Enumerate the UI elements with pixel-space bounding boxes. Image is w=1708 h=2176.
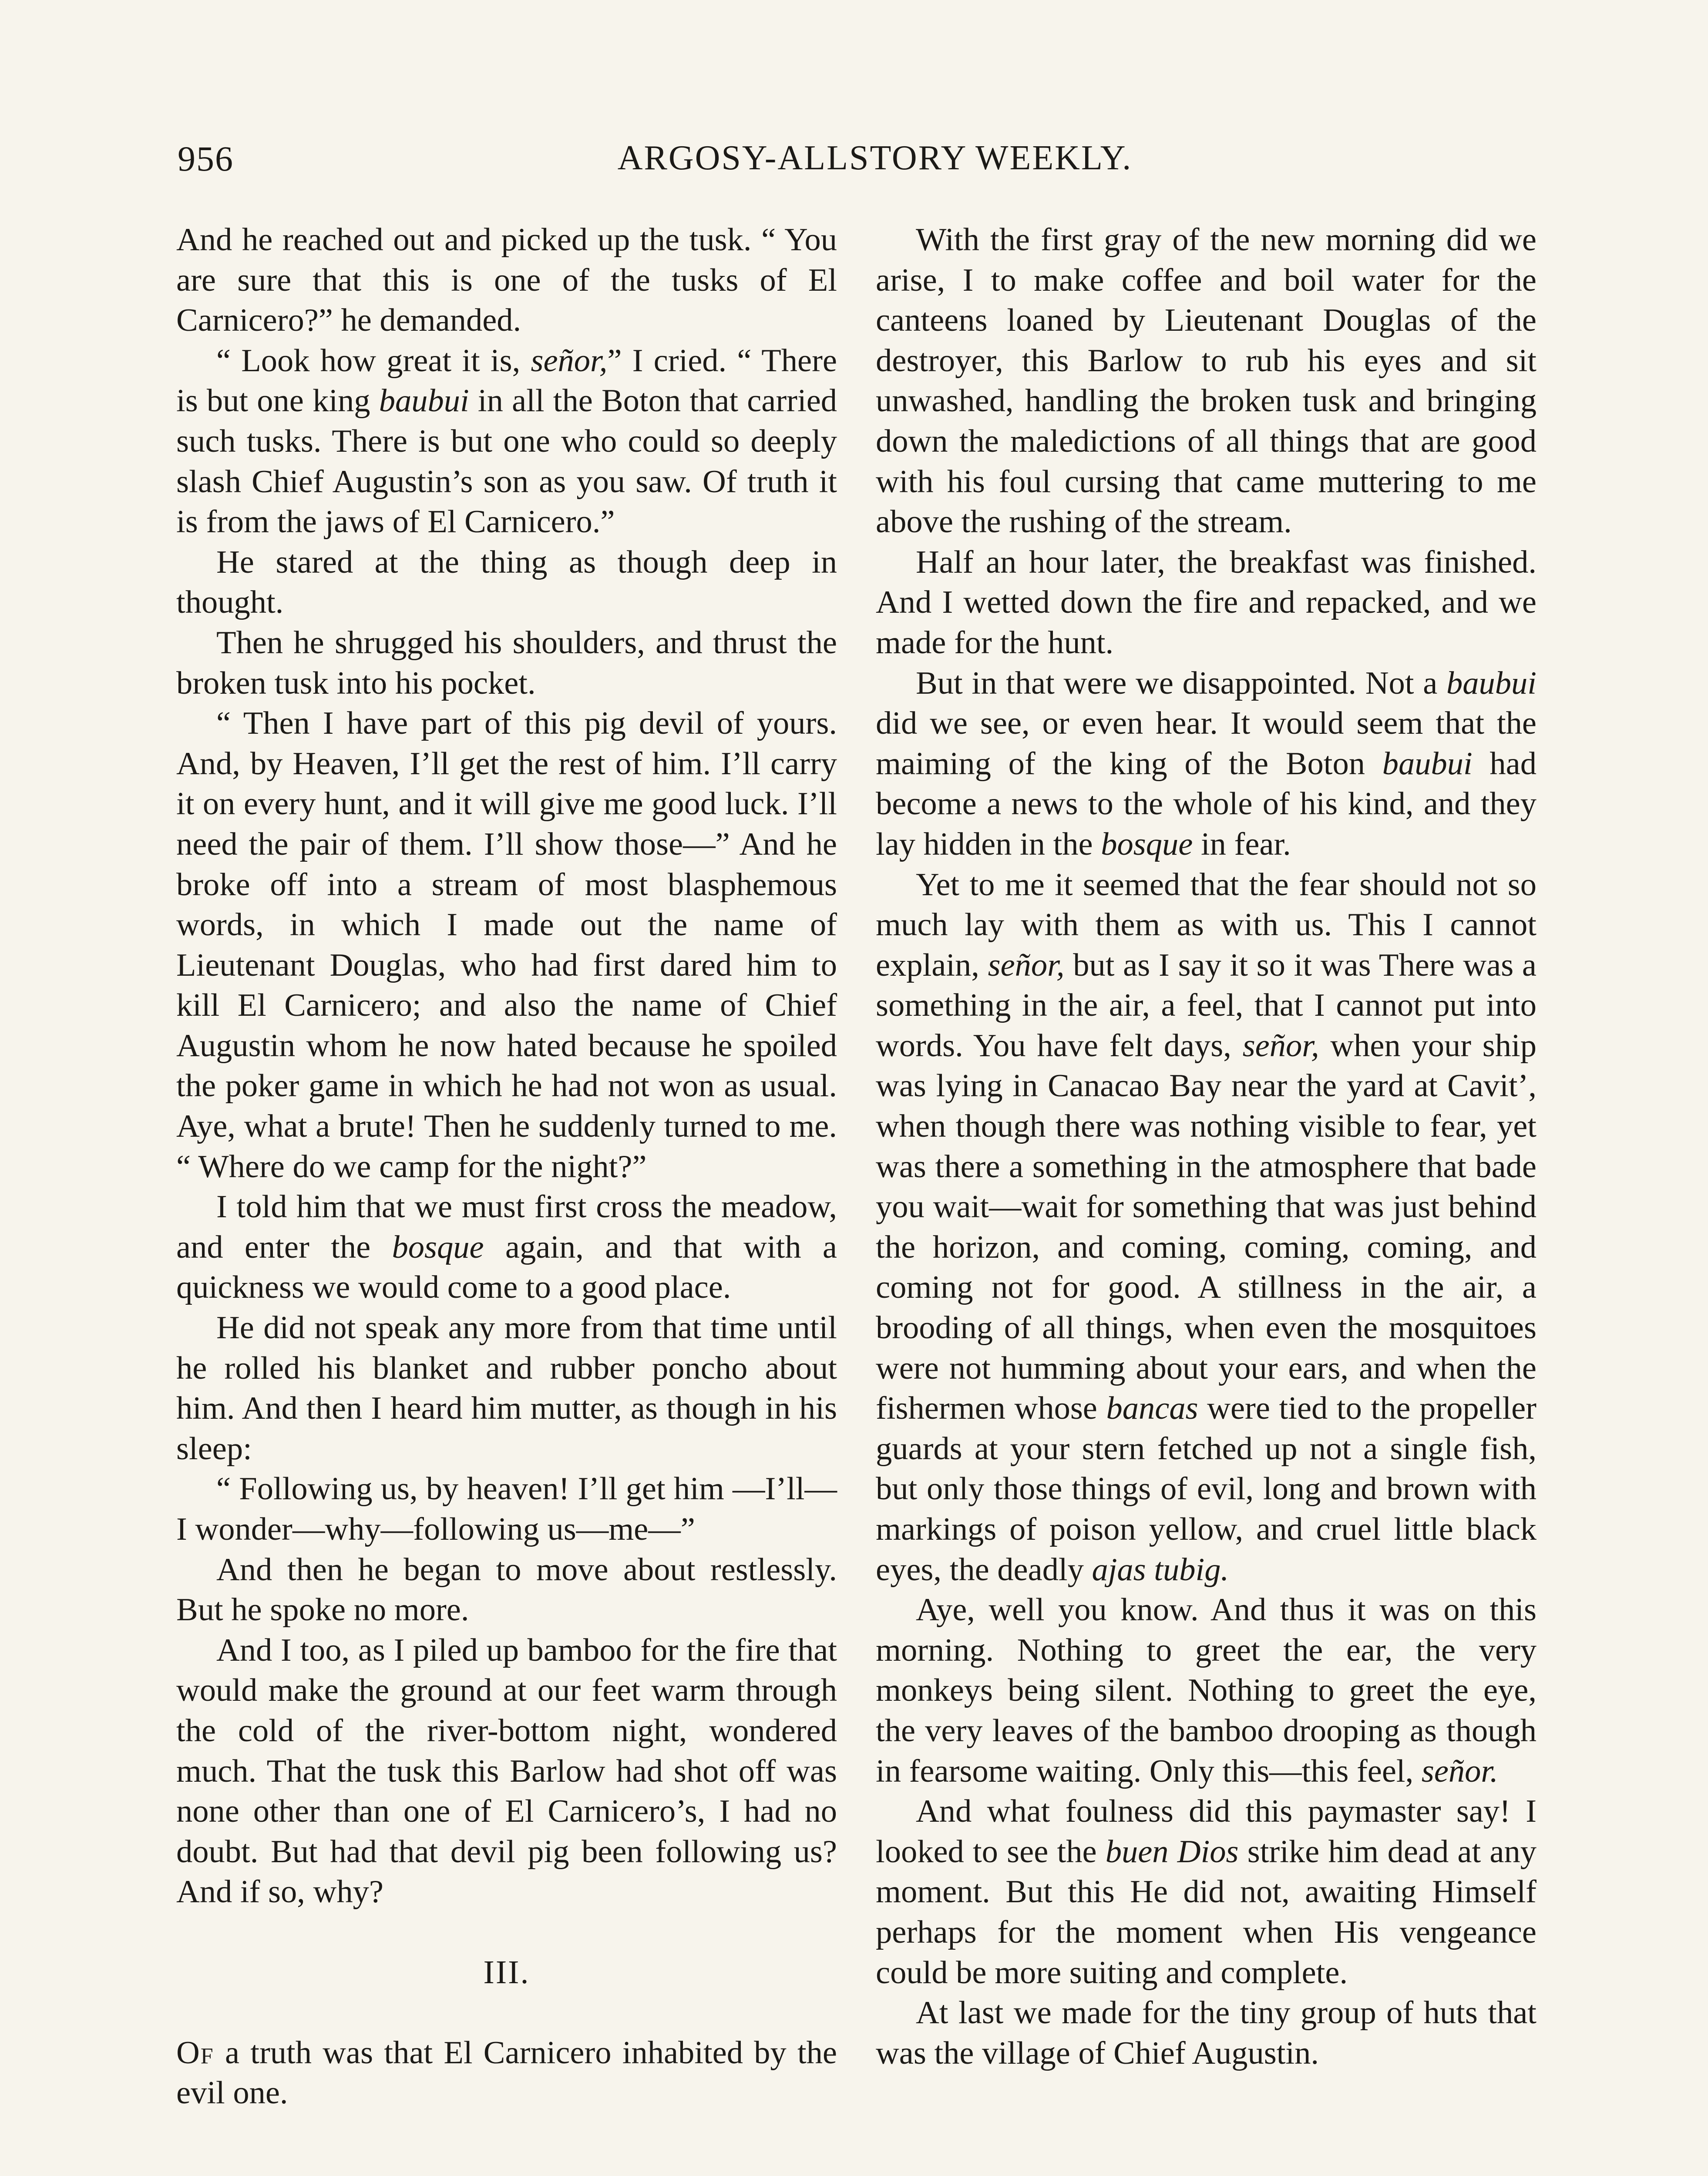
paragraph: Half an hour later, the breakfast was finished. And I wetted down the fire and repacked, and we made for the hunt.	[876, 544, 1537, 661]
paragraph: I told him that we must first cross the meadow, and enter the bosque again, and that with a quickness we would come to a good place.	[176, 1189, 837, 1306]
right-column	[876, 220, 1537, 2073]
paragraph: At last we made for the tiny group of huts that was the village of Chief Augustin.	[876, 1995, 1537, 2071]
paragraph: “ Following us, by heaven! I’ll get him —I’ll— I wonder—why—following us—me—”	[176, 1471, 837, 1547]
paragraph: He stared at the thing as though deep in thought.	[176, 544, 837, 621]
paragraph: And he reached out and picked up the tusk. “ You are sure that this is one of the tusks of El Carnicero?” he demanded.	[176, 222, 837, 339]
left-column	[176, 220, 837, 2113]
paragraph: But in that were we disappointed. Not a baubui did we see, or even hear. It would seem that the maiming of the king of the Boton baubui had become a news to the whole of his kind, and they lay hidden in the bosque in fear.	[876, 665, 1537, 862]
paragraph: Yet to me it seemed that the fear should not so much lay with them as with us. This I cannot explain, señor, but as I say it so it was There was a something in the air, a feel, that I cannot put into words. You have felt days, señor, when your ship was lying in Canacao Bay near the yard at Cavit’, when though there was nothing visible to fear, yet was there a something in the atmosphere that bade you wait—wait for something that was just behind the horizon, and coming, coming, coming, and coming not for good. A stillness in the air, a brooding of all things, when even the mosquitoes were not humming about your ears, and when the fishermen whose bancas were tied to the propeller guards at your stern fetched up not a single fish, but only those things of evil, long and brown with markings of poison yellow, and cruel little black eyes, the deadly ajas tubig.	[876, 866, 1537, 1588]
paragraph: “ Then I have part of this pig devil of yours. And, by Heaven, I’ll get the rest of him. I’ll carry it on every hunt, and it will give me good luck. I’ll need the pair of them. I’ll show those—” And he broke off into a stream of most blasphemous words, in which I made out the name of Lieutenant Douglas, who had first dared him to kill El Carnicero; and also the name of Chief Augustin whom he now hated because he spoiled the poker game in which he had not won as usual. Aye, what a brute! Then he suddenly turned to me. “ Where do we camp for the night?”	[176, 705, 837, 1185]
paragraph: Then he shrugged his shoulders, and thrust the broken tusk into his pocket.	[176, 625, 837, 701]
paragraph: He did not speak any more from that time until he rolled his blanket and rubber poncho about him. And then I heard him mutter, as though in his sleep:	[176, 1310, 837, 1467]
paragraph: And then he began to move about restlessly. But he spoke no more.	[176, 1551, 837, 1628]
running-head: ARGOSY-ALLSTORY WEEKLY.	[617, 139, 1133, 177]
page-number: 956	[178, 139, 234, 178]
paragraph: Of a truth was that El Carnicero inhabited by the evil one.	[176, 2035, 837, 2111]
paragraph: And what foulness did this paymaster say! I looked to see the buen Dios strike him dead at any moment. But this He did not, awaiting Himself perhaps for the moment when His vengeance could be more suiting and complete.	[876, 1793, 1537, 1991]
section-heading: III.	[483, 1954, 530, 1991]
paragraph: And I too, as I piled up bamboo for the fire that would make the ground at our feet warm through the cold of the river-bottom night, wondered much. That the tusk this Barlow had shot off was none other than one of El Carnicero’s, I had no doubt. But had that devil pig been following us? And if so, why?	[176, 1632, 837, 1910]
paragraph: “ Look how great it is, señor,” I cried. “ There is but one king baubui in all the Boton that carried such tusks. There is but one who could so deeply slash Chief Augustin’s son as you saw. Of truth it is from the jaws of El Carnicero.”	[176, 343, 837, 540]
paragraph: Aye, well you know. And thus it was on this morning. Nothing to greet the ear, the very monkeys being silent. Nothing to greet the eye, the very leaves of the bamboo drooping as though in fearsome waiting. Only this—this feel, señor.	[876, 1592, 1537, 1789]
paragraph: With the first gray of the new morning did we arise, I to make coffee and boil water for the canteens loaned by Lieutenant Douglas of the destroyer, this Barlow to rub his eyes and sit unwashed, handling the broken tusk and bringing down the maledictions of all things that are good with his foul cursing that came muttering to me above the rushing of the stream.	[876, 222, 1537, 540]
